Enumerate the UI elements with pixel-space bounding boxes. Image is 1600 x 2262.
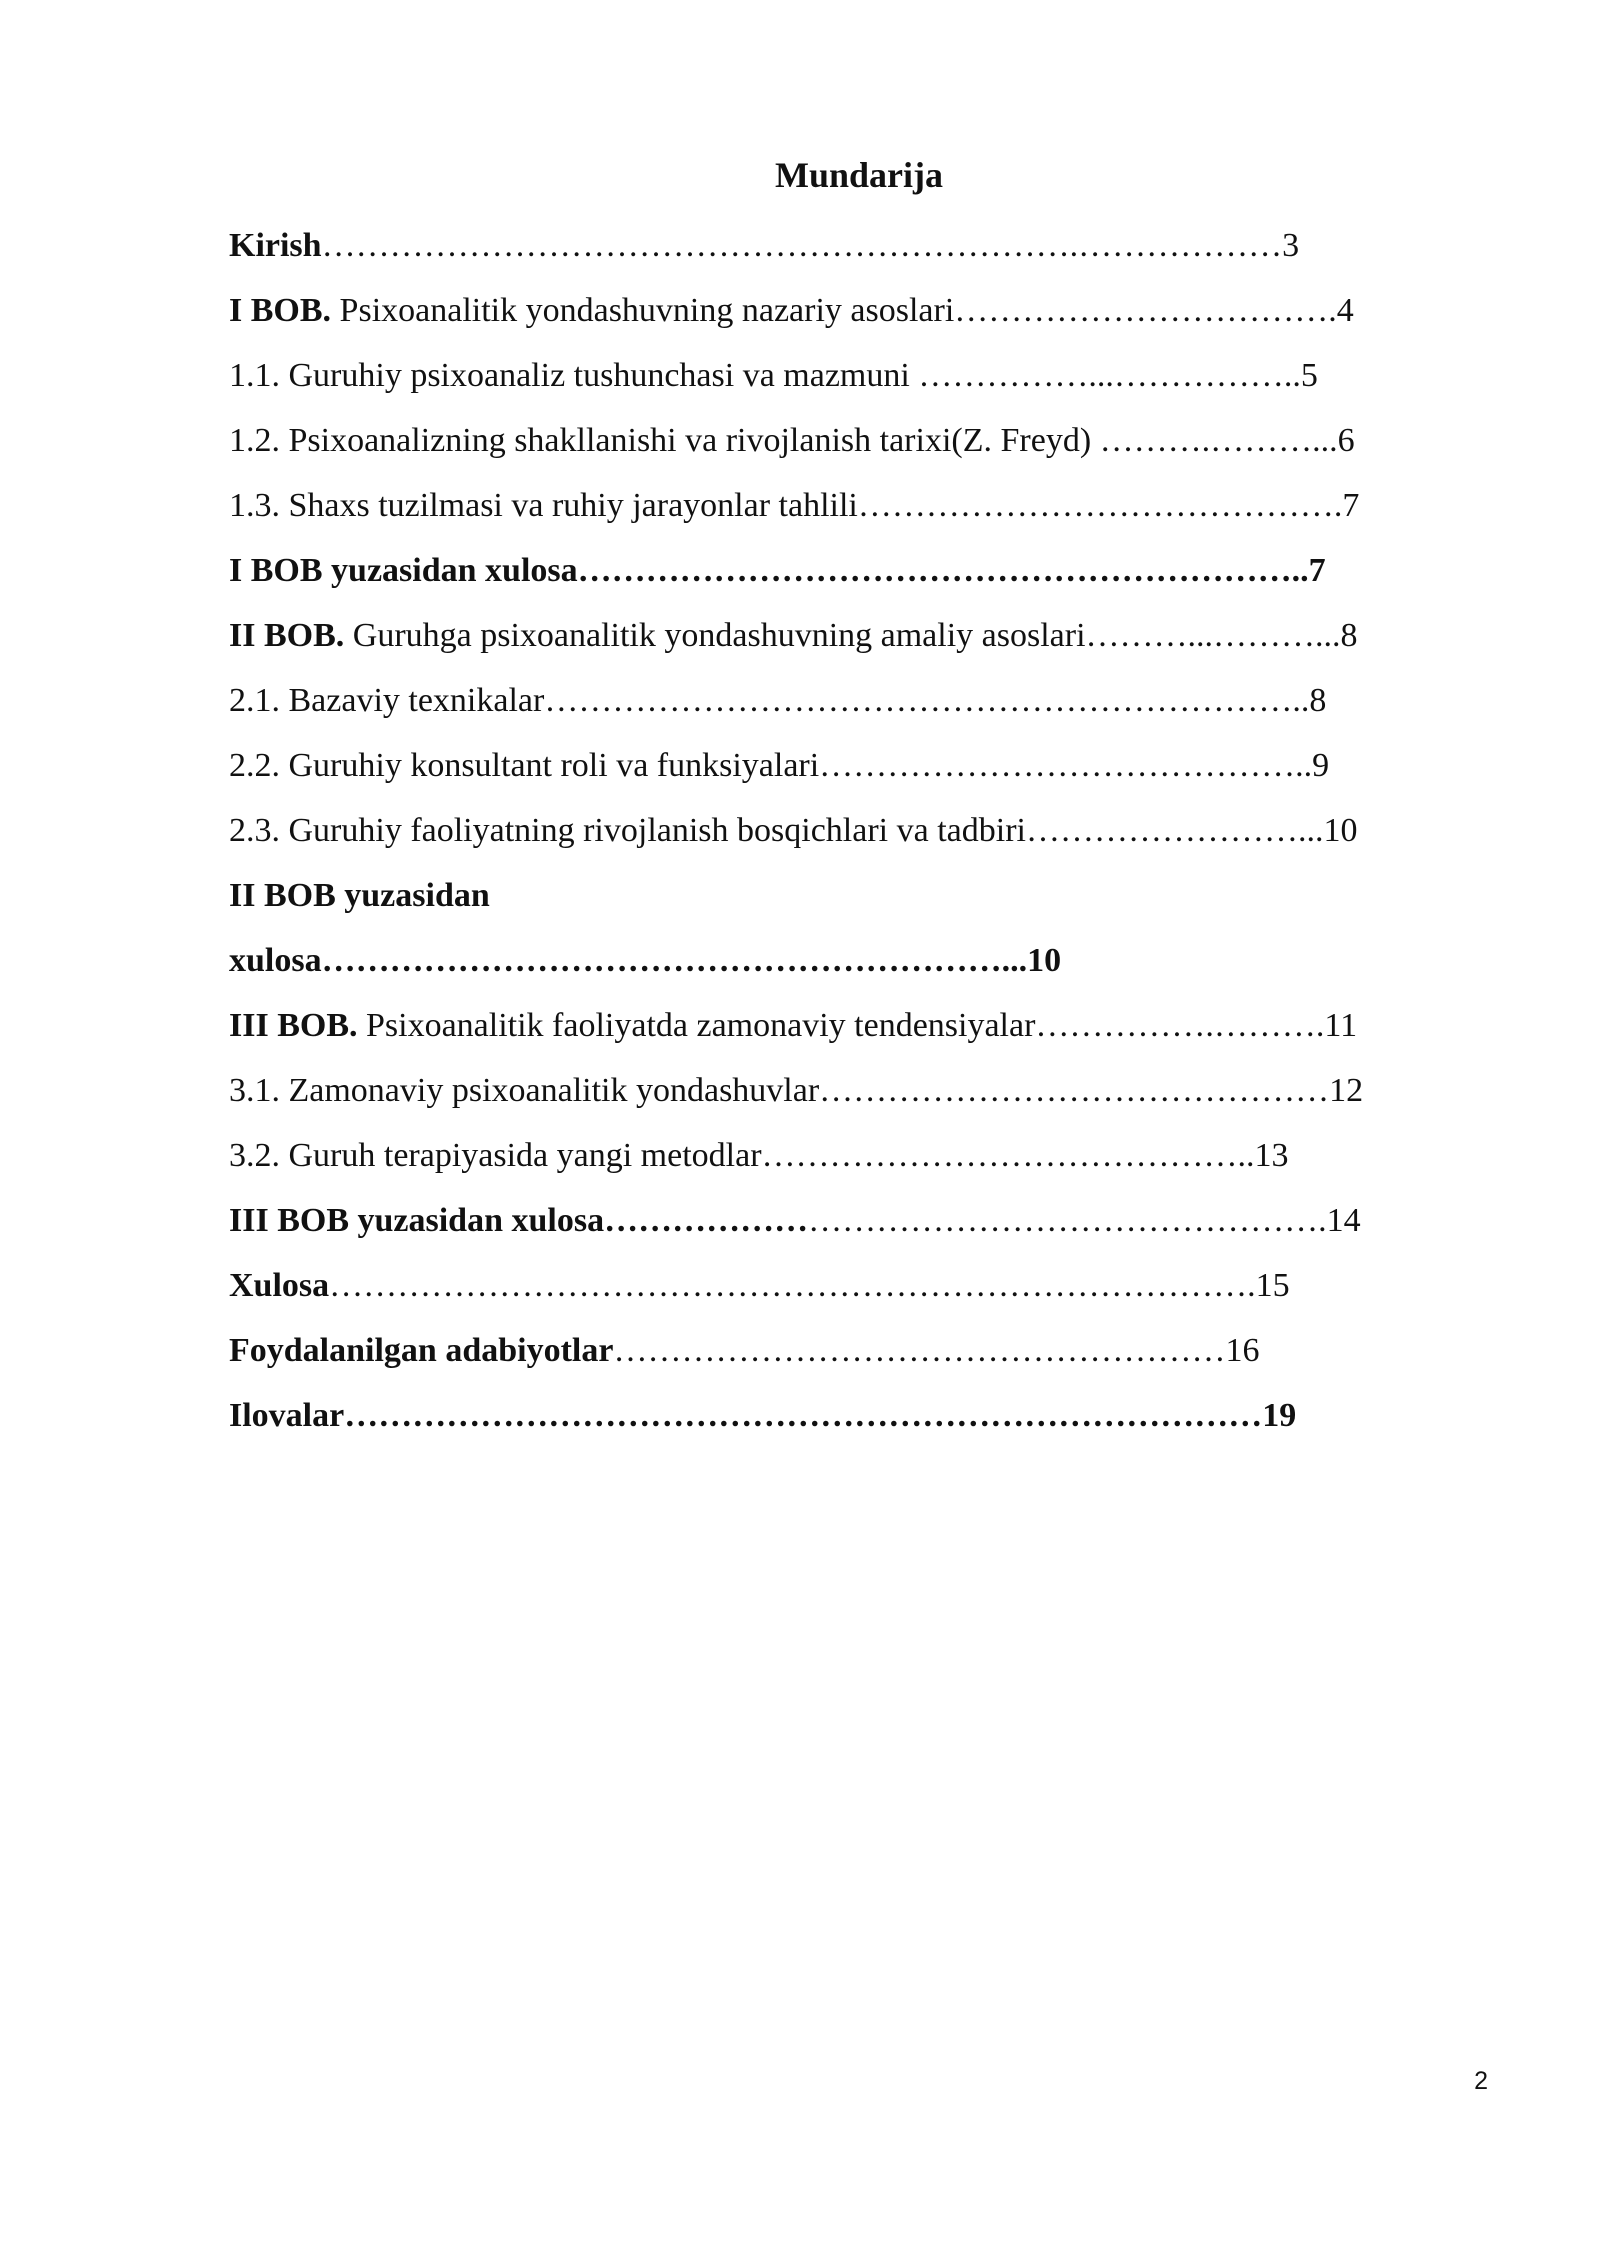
toc-entry-label: Ilovalar………………………………………………………………………19 — [229, 1397, 1297, 1434]
toc-entry-chapter-3 — [229, 993, 1489, 1058]
page-title: Mundarija — [774, 155, 943, 195]
toc-entry-section-3-2 — [229, 1123, 1489, 1188]
toc-entry-chapter-2-conclusion-cont — [229, 928, 1489, 993]
table-of-contents — [229, 213, 1489, 1448]
toc-entry-section-1-1 — [229, 343, 1489, 408]
toc-entry-section-1-3 — [229, 473, 1489, 538]
toc-entry-section-2-3 — [229, 798, 1489, 863]
toc-entry-xulosa — [229, 1253, 1489, 1318]
toc-entry-label: xulosa……………………………………………………...10 — [229, 942, 1062, 979]
toc-entry-label: II BOB yuzasidan — [229, 877, 490, 914]
toc-entry-text: 2.1. Bazaviy texnikalar…………………………………………………………..8 — [229, 682, 1327, 719]
toc-entry-kirish — [229, 213, 1489, 278]
toc-entry-label: Xulosa — [229, 1267, 330, 1304]
toc-entry-chapter-2-conclusion — [229, 863, 1489, 928]
toc-entry-section-3-1 — [229, 1058, 1489, 1123]
toc-entry-text: Psixoanalitik yondashuvning nazariy asoslari…………………………….4 — [331, 292, 1354, 329]
toc-entry-label: I BOB yuzasidan xulosa………………………………………………………..7 — [229, 552, 1326, 589]
toc-entry-chapter-1-conclusion — [229, 538, 1489, 603]
toc-entry-text: Psixoanalitik faoliyatda zamonaviy tendensiyalar…………….……….11 — [357, 1007, 1358, 1044]
toc-entry-chapter-2 — [229, 603, 1489, 668]
toc-entry-references — [229, 1318, 1489, 1383]
toc-entry-label: II BOB. — [229, 617, 345, 654]
toc-entry-text: 2.2. Guruhiy konsultant roli va funksiyalari……………………………………..9 — [229, 747, 1330, 784]
toc-entry-text: 2.3. Guruhiy faoliyatning rivojlanish bosqichlari va tadbiri……………………...10 — [229, 812, 1358, 849]
toc-entry-section-1-2 — [229, 408, 1489, 473]
toc-entry-text: 1.1. Guruhiy psixoanaliz tushunchasi va mazmuni ……………...……………..5 — [229, 357, 1318, 394]
toc-entry-label: Kirish — [229, 227, 322, 264]
toc-entry-label: III BOB yuzasidan xulosa……………… — [229, 1202, 809, 1239]
toc-entry-chapter-3-conclusion — [229, 1188, 1489, 1253]
toc-entry-text: ……………………………………………………………………….15 — [329, 1267, 1290, 1304]
toc-entry-text: Guruhga psixoanalitik yondashuvning amaliy asoslari………...………...8 — [344, 617, 1358, 654]
toc-entry-text: ………………………………………………………….………………3 — [321, 227, 1300, 264]
toc-entry-text: 1.2. Psixoanalizning shakllanishi va rivojlanish tarixi(Z. Freyd) ……….………...6 — [229, 422, 1355, 459]
toc-entry-text: 3.1. Zamonaviy psixoanalitik yondashuvlar………………………………………12 — [229, 1072, 1364, 1109]
toc-entry-text: ………………………………………………16 — [613, 1332, 1260, 1369]
page-number: 2 — [1474, 2067, 1488, 2095]
toc-entry-section-2-1 — [229, 668, 1489, 733]
toc-entry-text: ……………………………………….14 — [808, 1202, 1361, 1239]
toc-entry-label: III BOB. — [229, 1007, 358, 1044]
toc-entry-text: 1.3. Shaxs tuzilmasi va ruhiy jarayonlar tahlili…………………………………….7 — [229, 487, 1360, 524]
toc-entry-appendices — [229, 1383, 1489, 1448]
toc-entry-label: I BOB. — [229, 292, 332, 329]
toc-entry-chapter-1 — [229, 278, 1489, 343]
toc-entry-section-2-2 — [229, 733, 1489, 798]
toc-entry-text: 3.2. Guruh terapiyasida yangi metodlar……………………………………..13 — [229, 1137, 1289, 1174]
toc-entry-label: Foydalanilgan adabiyotlar — [229, 1332, 614, 1369]
